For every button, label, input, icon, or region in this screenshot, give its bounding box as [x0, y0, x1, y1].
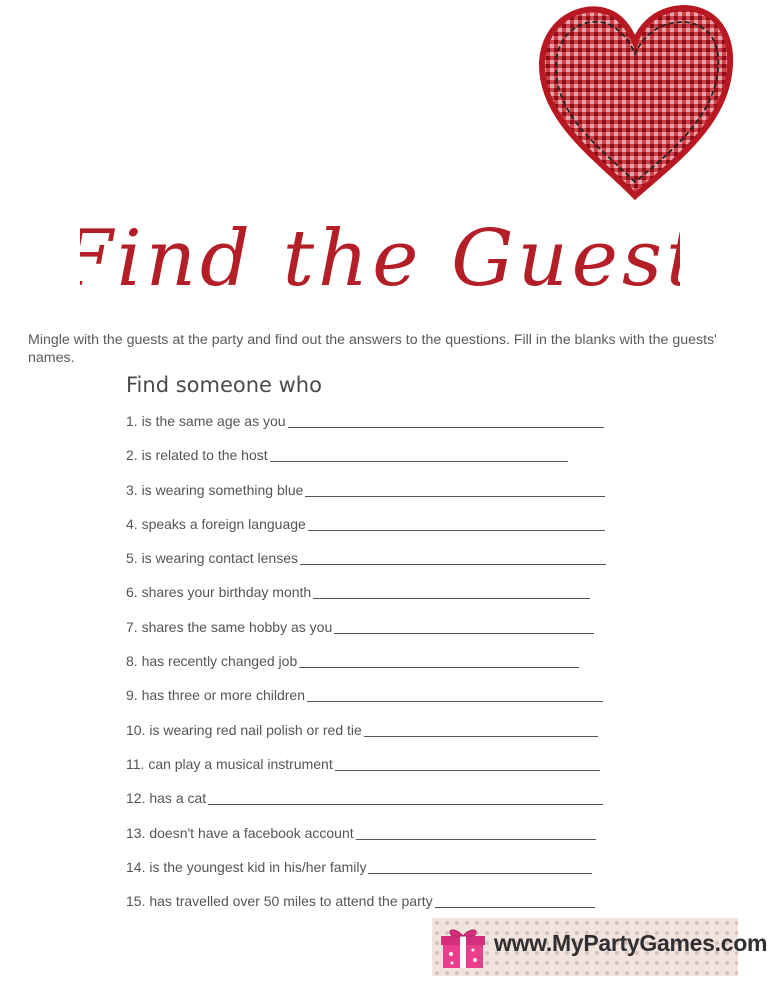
- answer-blank[interactable]: [356, 825, 596, 840]
- answer-blank[interactable]: [299, 653, 579, 668]
- list-item: 5. is wearing contact lenses: [126, 550, 626, 584]
- question-list: [126, 413, 626, 927]
- answer-blank[interactable]: [208, 790, 603, 805]
- answer-blank[interactable]: [270, 447, 568, 462]
- list-item: 1. is the same age as you: [126, 413, 626, 447]
- list-item: 14. is the youngest kid in his/her family: [126, 859, 626, 893]
- answer-blank[interactable]: [435, 893, 595, 908]
- answer-blank[interactable]: [364, 722, 598, 737]
- section-heading: Find someone who: [126, 373, 322, 397]
- brand-link[interactable]: www.MyPartyGames.com: [494, 930, 768, 956]
- list-item: 11. can play a musical instrument: [126, 756, 626, 790]
- answer-blank[interactable]: [313, 584, 590, 599]
- list-item: 12. has a cat: [126, 790, 626, 824]
- page-title: [80, 200, 680, 320]
- answer-blank[interactable]: [300, 550, 606, 565]
- list-item: 8. has recently changed job: [126, 653, 626, 687]
- answer-blank[interactable]: [335, 756, 600, 771]
- list-item: 6. shares your birthday month: [126, 584, 626, 618]
- answer-blank[interactable]: [305, 482, 605, 497]
- footer-banner[interactable]: [432, 918, 768, 976]
- list-item: 9. has three or more children: [126, 687, 626, 721]
- answer-blank[interactable]: [368, 859, 592, 874]
- answer-blank[interactable]: [307, 687, 603, 702]
- list-item: 7. shares the same hobby as you: [126, 619, 626, 653]
- list-item: 3. is wearing something blue: [126, 482, 626, 516]
- heart-icon: [530, 0, 740, 200]
- answer-blank[interactable]: [334, 619, 594, 634]
- gift-icon: [440, 924, 486, 970]
- answer-blank[interactable]: [288, 413, 604, 428]
- answer-blank[interactable]: [308, 516, 605, 531]
- list-item: 13. doesn't have a facebook account: [126, 825, 626, 859]
- list-item: 2. is related to the host: [126, 447, 626, 481]
- list-item: 4. speaks a foreign language: [126, 516, 626, 550]
- list-item: 15. has travelled over 50 miles to attend the party: [126, 893, 626, 927]
- instructions: Mingle with the guests at the party and find out the answers to the questions. Fill in the blanks with the guests' names.: [28, 332, 717, 366]
- list-item: 10. is wearing red nail polish or red tie: [126, 722, 626, 756]
- title-text: Find the Guest: [80, 214, 680, 304]
